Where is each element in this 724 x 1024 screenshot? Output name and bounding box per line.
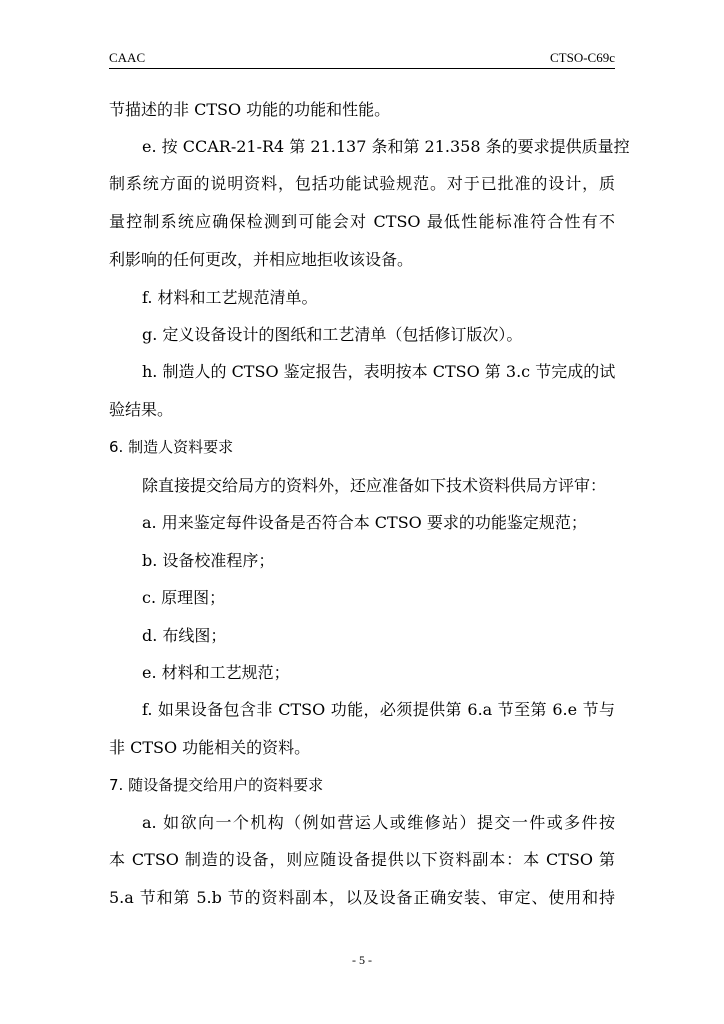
section-heading-6: 6. 制造人资料要求 xyxy=(109,437,234,456)
text-line: 除直接提交给局方的资料外，还应准备如下技术资料供局方评审： xyxy=(142,475,607,495)
text-line: h. 制造人的 CTSO 鉴定报告，表明按本 CTSO 第 3.c 节完成的试 xyxy=(142,361,616,381)
text-line: a. 如欲向一个机构（例如营运人或维修站）提交一件或多件按 xyxy=(142,812,615,832)
text-line: 非 CTSO 功能相关的资料。 xyxy=(109,738,311,758)
list-item: d. 布线图； xyxy=(142,625,227,645)
text-line: f. 材料和工艺规范清单。 xyxy=(142,287,318,307)
page-header xyxy=(109,50,615,69)
list-item: b. 设备校准程序； xyxy=(142,550,275,570)
list-item: e. 材料和工艺规范； xyxy=(142,663,290,683)
text-line: 利影响的任何更改，并相应地拒收该设备。 xyxy=(109,250,414,270)
list-item: c. 原理图； xyxy=(142,588,226,608)
text-line: 5.a 节和第 5.b 节的资料副本，以及设备正确安装、审定、使用和持 xyxy=(109,887,615,907)
text-line: g. 定义设备设计的图纸和工艺清单（包括修订版次）。 xyxy=(142,325,523,345)
list-item: f. 如果设备包含非 CTSO 功能，必须提供第 6.a 节至第 6.e 节与 xyxy=(142,699,615,719)
text-line: e. 按 CCAR-21-R4 第 21.137 条和第 21.358 条的要求提供质量控 xyxy=(142,136,630,156)
document-body xyxy=(109,90,630,916)
text-line: 制系统方面的说明资料，包括功能试验规范。对于已批准的设计，质 xyxy=(109,174,615,193)
text-line: 本 CTSO 制造的设备，则应随设备提供以下资料副本：本 CTSO 第 xyxy=(109,850,615,869)
text-line: 节描述的非 CTSO 功能的功能和性能。 xyxy=(109,100,391,120)
header-right: CTSO-C69c xyxy=(550,50,615,65)
text-line: 验结果。 xyxy=(109,400,174,420)
text-line: 量控制系统应确保检测到可能会对 CTSO 最低性能标准符合性有不 xyxy=(109,211,615,231)
section-heading-7: 7. 随设备提交给用户的资料要求 xyxy=(109,775,324,794)
list-item: a. 用来鉴定每件设备是否符合本 CTSO 要求的功能鉴定规范； xyxy=(142,513,587,533)
header-left: CAAC xyxy=(109,50,146,65)
page-number: - 5 - xyxy=(352,953,372,967)
